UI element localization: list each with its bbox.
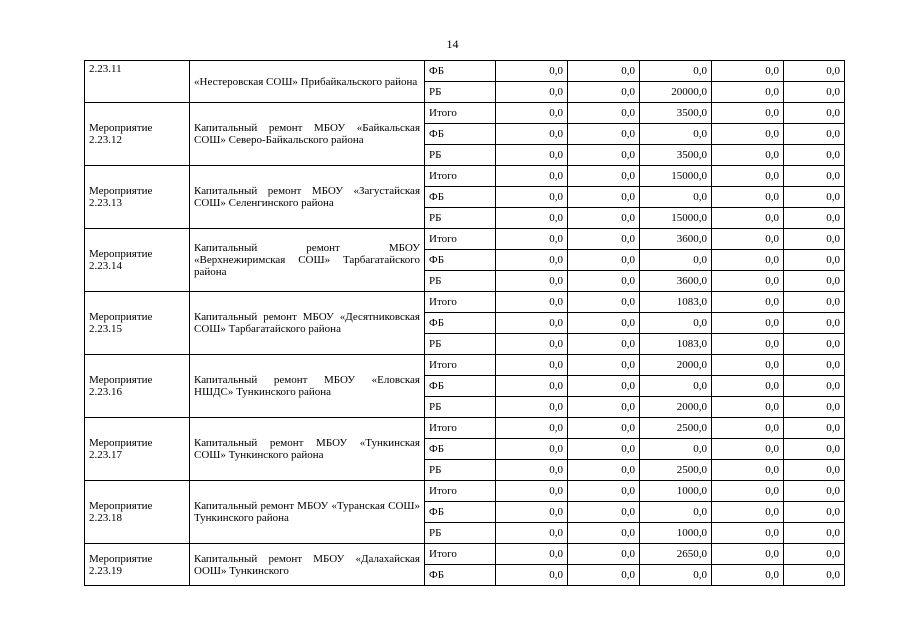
amount-cell: 0,0 [712, 418, 784, 439]
amount-cell: 0,0 [496, 166, 568, 187]
amount-cell: 0,0 [784, 334, 845, 355]
amount-cell: 1000,0 [640, 481, 712, 502]
amount-cell: 0,0 [496, 145, 568, 166]
amount-cell: 3600,0 [640, 271, 712, 292]
amount-cell: 0,0 [784, 565, 845, 586]
amount-cell: 0,0 [712, 376, 784, 397]
activity-code: Мероприятие 2.23.15 [85, 292, 190, 355]
amount-cell: 0,0 [568, 187, 640, 208]
amount-cell: 0,0 [496, 208, 568, 229]
amount-cell: 0,0 [496, 439, 568, 460]
table-row [85, 418, 845, 439]
amount-cell: 0,0 [712, 271, 784, 292]
activity-description: «Нестеровская СОШ» Прибайкальского района [190, 61, 425, 103]
amount-cell: 0,0 [496, 82, 568, 103]
amount-cell: 0,0 [496, 61, 568, 82]
amount-cell: 0,0 [496, 418, 568, 439]
table-row [85, 292, 845, 313]
amount-cell: 0,0 [784, 250, 845, 271]
amount-cell: 0,0 [496, 397, 568, 418]
amount-cell: 0,0 [784, 460, 845, 481]
amount-cell: 0,0 [568, 418, 640, 439]
page-number: 14 [446, 37, 459, 51]
amount-cell: 0,0 [568, 271, 640, 292]
amount-cell: 3500,0 [640, 103, 712, 124]
funding-source: РБ [425, 397, 496, 418]
funding-source: Итого [425, 103, 496, 124]
amount-cell: 0,0 [712, 355, 784, 376]
amount-cell: 0,0 [712, 460, 784, 481]
funding-source: Итого [425, 355, 496, 376]
funding-source: ФБ [425, 376, 496, 397]
amount-cell: 0,0 [496, 187, 568, 208]
table-row [85, 103, 845, 124]
amount-cell: 0,0 [640, 313, 712, 334]
amount-cell: 0,0 [568, 460, 640, 481]
funding-source: ФБ [425, 502, 496, 523]
funding-source: Итого [425, 229, 496, 250]
amount-cell: 0,0 [496, 523, 568, 544]
amount-cell: 2000,0 [640, 397, 712, 418]
amount-cell: 0,0 [568, 103, 640, 124]
amount-cell: 0,0 [640, 124, 712, 145]
amount-cell: 0,0 [496, 229, 568, 250]
amount-cell: 0,0 [712, 82, 784, 103]
activity-code: Мероприятие 2.23.13 [85, 166, 190, 229]
amount-cell: 0,0 [496, 124, 568, 145]
funding-source: РБ [425, 523, 496, 544]
amount-cell: 3500,0 [640, 145, 712, 166]
funding-source: РБ [425, 82, 496, 103]
amount-cell: 0,0 [712, 439, 784, 460]
funding-source: Итого [425, 418, 496, 439]
amount-cell: 0,0 [496, 481, 568, 502]
amount-cell: 0,0 [712, 103, 784, 124]
amount-cell: 0,0 [712, 124, 784, 145]
activity-description: Капитальный ремонт МБОУ «Далахайская ООШ» Тункинского [190, 544, 425, 586]
amount-cell: 15000,0 [640, 208, 712, 229]
amount-cell: 0,0 [496, 502, 568, 523]
amount-cell: 0,0 [712, 166, 784, 187]
funding-source: РБ [425, 271, 496, 292]
table-row [85, 229, 845, 250]
amount-cell: 0,0 [568, 544, 640, 565]
activity-code: Мероприятие 2.23.16 [85, 355, 190, 418]
amount-cell: 0,0 [784, 208, 845, 229]
activity-code: Мероприятие 2.23.12 [85, 103, 190, 166]
activity-description: Капитальный ремонт МБОУ «Десятниковская СОШ» Тарбагатайского района [190, 292, 425, 355]
amount-cell: 0,0 [784, 355, 845, 376]
amount-cell: 0,0 [784, 481, 845, 502]
amount-cell: 0,0 [784, 229, 845, 250]
amount-cell: 0,0 [568, 439, 640, 460]
funding-source: Итого [425, 292, 496, 313]
amount-cell: 0,0 [640, 376, 712, 397]
funding-source: ФБ [425, 565, 496, 586]
amount-cell: 0,0 [784, 376, 845, 397]
amount-cell: 0,0 [784, 187, 845, 208]
amount-cell: 0,0 [640, 439, 712, 460]
activity-description: Капитальный ремонт МБОУ «Загустайская СОШ» Селенгинского района [190, 166, 425, 229]
funding-source: РБ [425, 208, 496, 229]
funding-source: ФБ [425, 439, 496, 460]
funding-source: РБ [425, 145, 496, 166]
activity-description: Капитальный ремонт МБОУ «Байкальская СОШ» Северо-Байкальского района [190, 103, 425, 166]
activity-description: Капитальный ремонт МБОУ «Еловская НШДС» Тункинского района [190, 355, 425, 418]
funding-source: РБ [425, 334, 496, 355]
amount-cell: 0,0 [712, 208, 784, 229]
amount-cell: 0,0 [784, 418, 845, 439]
amount-cell: 0,0 [712, 145, 784, 166]
amount-cell: 0,0 [496, 103, 568, 124]
amount-cell: 2650,0 [640, 544, 712, 565]
activity-code: 2.23.11 [85, 61, 190, 103]
amount-cell: 0,0 [568, 124, 640, 145]
amount-cell: 0,0 [496, 334, 568, 355]
table-row [85, 481, 845, 502]
amount-cell: 0,0 [712, 397, 784, 418]
amount-cell: 1000,0 [640, 523, 712, 544]
activity-code: Мероприятие 2.23.18 [85, 481, 190, 544]
amount-cell: 0,0 [568, 397, 640, 418]
amount-cell: 0,0 [640, 187, 712, 208]
amount-cell: 0,0 [712, 502, 784, 523]
amount-cell: 0,0 [496, 565, 568, 586]
activity-code: Мероприятие 2.23.19 [85, 544, 190, 586]
amount-cell: 0,0 [496, 376, 568, 397]
funding-source: Итого [425, 166, 496, 187]
funding-source: ФБ [425, 61, 496, 82]
budget-table [84, 60, 845, 586]
amount-cell: 0,0 [640, 250, 712, 271]
amount-cell: 0,0 [784, 439, 845, 460]
amount-cell: 0,0 [568, 376, 640, 397]
funding-source: ФБ [425, 313, 496, 334]
funding-source: Итого [425, 481, 496, 502]
amount-cell: 1083,0 [640, 292, 712, 313]
funding-source: ФБ [425, 187, 496, 208]
activity-description: Капитальный ремонт МБОУ «Верхнежиримская СОШ» Тарбагатайского района [190, 229, 425, 292]
table-row [85, 544, 845, 565]
amount-cell: 0,0 [568, 229, 640, 250]
table-row [85, 61, 845, 82]
amount-cell: 0,0 [712, 229, 784, 250]
amount-cell: 0,0 [568, 208, 640, 229]
amount-cell: 0,0 [712, 481, 784, 502]
amount-cell: 3600,0 [640, 229, 712, 250]
amount-cell: 0,0 [784, 145, 845, 166]
funding-source: ФБ [425, 124, 496, 145]
amount-cell: 0,0 [568, 250, 640, 271]
amount-cell: 0,0 [640, 565, 712, 586]
amount-cell: 0,0 [784, 124, 845, 145]
amount-cell: 0,0 [784, 103, 845, 124]
activity-code: Мероприятие 2.23.14 [85, 229, 190, 292]
funding-source: ФБ [425, 250, 496, 271]
amount-cell: 0,0 [496, 460, 568, 481]
amount-cell: 0,0 [568, 334, 640, 355]
activity-description: Капитальный ремонт МБОУ «Тункинская СОШ» Тункинского района [190, 418, 425, 481]
amount-cell: 0,0 [568, 355, 640, 376]
table-row [85, 355, 845, 376]
activity-code: Мероприятие 2.23.17 [85, 418, 190, 481]
amount-cell: 0,0 [568, 166, 640, 187]
amount-cell: 2000,0 [640, 355, 712, 376]
amount-cell: 0,0 [712, 544, 784, 565]
table-row [85, 166, 845, 187]
amount-cell: 0,0 [568, 145, 640, 166]
amount-cell: 0,0 [568, 502, 640, 523]
amount-cell: 0,0 [496, 292, 568, 313]
funding-source: Итого [425, 544, 496, 565]
amount-cell: 0,0 [568, 481, 640, 502]
amount-cell: 0,0 [784, 502, 845, 523]
amount-cell: 0,0 [712, 292, 784, 313]
amount-cell: 0,0 [784, 544, 845, 565]
activity-description: Капитальный ремонт МБОУ «Туранская СОШ» Тункинского района [190, 481, 425, 544]
budget-table-body [85, 61, 845, 586]
amount-cell: 0,0 [568, 565, 640, 586]
amount-cell: 2500,0 [640, 418, 712, 439]
amount-cell: 0,0 [496, 250, 568, 271]
amount-cell: 0,0 [784, 61, 845, 82]
amount-cell: 0,0 [784, 292, 845, 313]
amount-cell: 0,0 [712, 334, 784, 355]
amount-cell: 0,0 [784, 523, 845, 544]
amount-cell: 0,0 [784, 397, 845, 418]
amount-cell: 0,0 [640, 61, 712, 82]
amount-cell: 2500,0 [640, 460, 712, 481]
amount-cell: 15000,0 [640, 166, 712, 187]
amount-cell: 0,0 [496, 313, 568, 334]
amount-cell: 0,0 [568, 61, 640, 82]
amount-cell: 0,0 [784, 82, 845, 103]
funding-source: РБ [425, 460, 496, 481]
amount-cell: 0,0 [496, 544, 568, 565]
amount-cell: 0,0 [568, 313, 640, 334]
amount-cell: 0,0 [496, 355, 568, 376]
amount-cell: 0,0 [712, 565, 784, 586]
amount-cell: 0,0 [784, 166, 845, 187]
amount-cell: 0,0 [640, 502, 712, 523]
amount-cell: 0,0 [568, 82, 640, 103]
amount-cell: 0,0 [712, 523, 784, 544]
amount-cell: 0,0 [568, 292, 640, 313]
amount-cell: 0,0 [712, 61, 784, 82]
amount-cell: 0,0 [784, 271, 845, 292]
amount-cell: 20000,0 [640, 82, 712, 103]
amount-cell: 0,0 [496, 271, 568, 292]
amount-cell: 1083,0 [640, 334, 712, 355]
amount-cell: 0,0 [784, 313, 845, 334]
amount-cell: 0,0 [712, 313, 784, 334]
amount-cell: 0,0 [712, 187, 784, 208]
amount-cell: 0,0 [568, 523, 640, 544]
amount-cell: 0,0 [712, 250, 784, 271]
